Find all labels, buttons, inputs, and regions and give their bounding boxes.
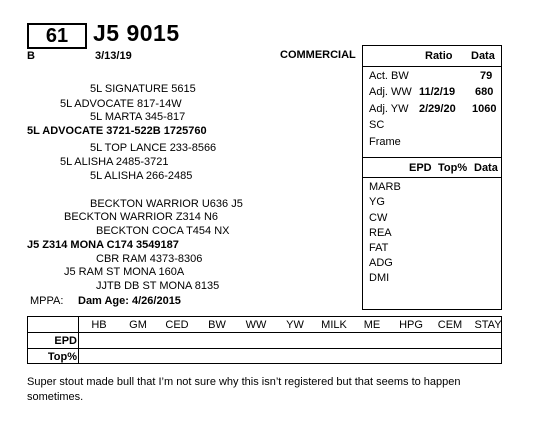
ratio-header: Ratio	[425, 50, 453, 62]
dam-dam: J5 RAM ST MONA 160A	[64, 266, 185, 278]
epd-col-yw: YW	[286, 319, 304, 331]
epd-table	[27, 316, 502, 364]
trait-rea: REA	[369, 227, 392, 239]
frame-label: Frame	[369, 136, 401, 148]
sire-dam-sire: 5L TOP LANCE 233-8566	[90, 142, 217, 154]
lot-number: 61	[27, 23, 87, 49]
epd-row-divider	[28, 348, 501, 349]
performance-panel	[362, 45, 502, 310]
epd-col-me: ME	[363, 319, 381, 331]
sire-name: 5L ADVOCATE 3721-522B 1725760	[27, 125, 207, 137]
dam-sire: BECKTON WARRIOR Z314 N6	[64, 211, 219, 223]
trait-dmi: DMI	[369, 272, 390, 284]
category-label: COMMERCIAL	[280, 49, 356, 61]
adj-ww-value: 680	[475, 86, 494, 98]
mppa-label: MPPA:	[30, 295, 64, 307]
carcass-epd-header	[363, 157, 501, 178]
epd-col-stay: STAY	[474, 319, 502, 331]
act-bw-label: Act. BW	[369, 70, 409, 82]
comments: Super stout made bull that I’m not sure why this isn’t registered but that seems to happen sometimes.	[27, 376, 461, 403]
data-header: Data	[471, 50, 495, 62]
sc-label: SC	[369, 119, 385, 131]
epd-col-milk: MILK	[321, 319, 347, 331]
carcass-top-col: Top%	[438, 162, 468, 174]
adj-yw-label: Adj. YW	[369, 103, 409, 115]
epd-col-cem: CEM	[437, 319, 463, 331]
sire-dam-dam: 5L ALISHA 266-2485	[90, 170, 193, 182]
epd-col-ced: CED	[165, 319, 189, 331]
epd-col-hpg: HPG	[399, 319, 423, 331]
adj-yw-date: 2/29/20	[419, 103, 456, 115]
epd-col-hb: HB	[91, 319, 107, 331]
dam-dam-dam: JJTB DB ST MONA 8135	[96, 280, 220, 292]
trait-yg: YG	[369, 196, 385, 208]
performance-header	[363, 46, 501, 67]
carcass-data-col: Data	[474, 162, 498, 174]
epd-col-bw: BW	[208, 319, 226, 331]
adj-ww-date: 11/2/19	[419, 86, 456, 98]
epd-label-divider	[78, 317, 79, 363]
dam-sire-dam: BECKTON COCA T454 NX	[96, 225, 230, 237]
sire-sire-dam: 5L MARTA 345-817	[90, 111, 186, 123]
adj-yw-value: 1060	[472, 103, 497, 115]
epd-row-label: EPD	[54, 335, 77, 347]
dam-name: J5 Z314 MONA C174 3549187	[27, 239, 179, 251]
top-pct-row-label: Top%	[47, 351, 77, 363]
dam-sire-sire: BECKTON WARRIOR U636 J5	[90, 198, 243, 210]
trait-marb: MARB	[369, 181, 401, 193]
trait-fat: FAT	[369, 242, 389, 254]
adj-ww-label: Adj. WW	[369, 86, 412, 98]
sex-code: B	[27, 50, 35, 62]
animal-id: J5 9015	[93, 20, 180, 46]
trait-cw: CW	[369, 212, 388, 224]
dam-age: Dam Age: 4/26/2015	[78, 295, 181, 307]
trait-adg: ADG	[369, 257, 393, 269]
epd-col-ww: WW	[245, 319, 267, 331]
dam-dam-sire: CBR RAM 4373-8306	[96, 253, 203, 265]
epd-col-gm: GM	[129, 319, 147, 331]
sire-sire: 5L ADVOCATE 817-14W	[60, 98, 182, 110]
sire-sire-sire: 5L SIGNATURE 5615	[90, 83, 196, 95]
sire-dam: 5L ALISHA 2485-3721	[60, 156, 169, 168]
carcass-epd-col: EPD	[409, 162, 432, 174]
epd-header-divider	[28, 332, 501, 333]
act-bw-value: 79	[480, 70, 493, 82]
birth-date: 3/13/19	[95, 50, 132, 62]
